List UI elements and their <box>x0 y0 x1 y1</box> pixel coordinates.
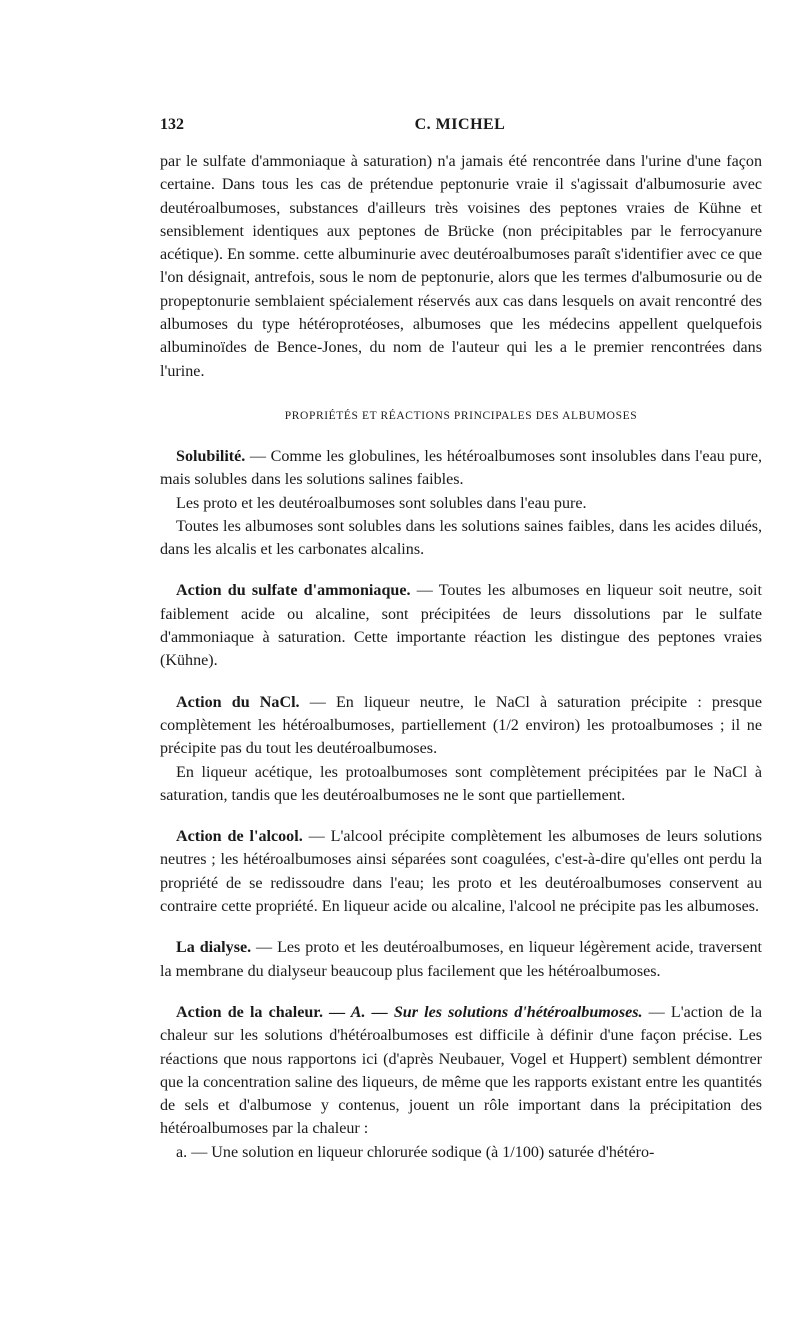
paragraph-text: — L'alcool précipite complètement les albumoses de leurs solutions neutres ; les hétéroalbumoses ainsi séparées sont coagulées, c'est-à-dire qu'elles ont perdu la propriété de se redissoudre dans l'eau; les proto et les deutéroalbumoses conservent au contraire cette propriété. En liqueur acide ou alcaline, l'alcool ne précipite pas les albumoses. <box>160 828 762 916</box>
paragraph-chaleur <box>160 1001 762 1141</box>
page-header <box>160 116 760 140</box>
running-head: C. MICHEL <box>414 116 506 133</box>
run-in-heading-dialyse: La dialyse. <box>176 939 252 957</box>
page-body <box>160 150 762 1164</box>
paragraph-text: — Comme les globulines, les hétéroalbumoses sont insolubles dans l'eau pure, mais solubles dans les solutions salines faibles. <box>160 447 762 489</box>
paragraph-text: — Toutes les albumoses en liqueur soit neutre, soit faiblement acide ou alcaline, sont précipitées de leurs dissolutions par le sulfate d'ammoniaque à saturation. Cette importante réaction les distingue des peptones vraies (Kühne). <box>160 582 762 670</box>
paragraph-text: — Les proto et les deutéroalbumoses, en liqueur légèrement acide, traversent la membrane du dialyseur beaucoup plus facilement que les hétéroalbumoses. <box>160 939 762 980</box>
paragraph-sulfate <box>160 579 762 672</box>
paragraph-dialyse <box>160 936 762 983</box>
run-in-heading-nacl: Action du NaCl. <box>176 693 300 711</box>
paragraph-liqueur-acetique: En liqueur acétique, les protoalbumoses sont complètement précipitées par le NaCl à saturation, tandis que les deutéroalbumoses ne le sont que partiellement. <box>160 763 762 804</box>
run-in-heading-sulfate: Action du sulfate d'ammoniaque. <box>176 582 411 600</box>
paragraph-solution-a: a. — Une solution en liqueur chlorurée sodique (à 1/100) saturée d'hétéro- <box>176 1143 655 1161</box>
paragraph-toutes-albumoses: Toutes les albumoses sont solubles dans les solutions saines faibles, dans les acides dilués, dans les alcalis et les carbonates alcalins. <box>160 517 762 559</box>
run-in-heading-solubilite: Solubilité. <box>176 447 246 465</box>
page-number: 132 <box>160 116 184 133</box>
paragraph-nacl <box>160 691 762 761</box>
section-title: PROPRIÉTÉS ET RÉACTIONS PRINCIPALES DES ALBUMOSES <box>284 409 638 422</box>
paragraph-intro: par le sulfate d'ammoniaque à saturation) n'a jamais été rencontrée dans l'urine d'une façon certaine. Dans tous les cas de prétendue peptonurie vraie il s'agissait d'albumosurie avec deutéroalbumoses, substances d'ailleurs très voisines des peptones vraies de Kühne et sensiblement identiques aux peptones de Brücke (non précipitables par le ferrocyanure acétique). En somme. cette albuminurie avec deutéroalbumoses paraît s'identifier avec ce que l'on désignait, antrefois, sous le nom de peptonurie, alors que les termes d'albumosurie ou de propeptonurie semblaient spécialement réservés aux cas dans lesquels on avait rencontré des albumoses du type hétéroprotéoses, albumoses que les médecins appellent quelquefois albuminoïdes de Bence-Jones, du nom de l'auteur qui les a le premier rencontrées dans l'urine. <box>160 153 762 380</box>
paragraph-solubilite <box>160 445 762 492</box>
paragraph-proto-deutero: Les proto et les deutéroalbumoses sont solubles dans l'eau pure. <box>176 494 587 512</box>
paragraph-text: — En liqueur neutre, le NaCl à saturation précipite : presque complètement les hétéroalbumoses, partiellement (1/2 environ) les protoalbumoses ; il ne précipite pas du tout les deutéroalbumoses. <box>160 693 762 758</box>
paragraph-alcool <box>160 825 762 918</box>
subheading-heteroalbumoses: — A. — Sur les solutions d'hétéroalbumoses. <box>323 1003 643 1021</box>
run-in-heading-chaleur: Action de la chaleur. <box>176 1003 323 1021</box>
run-in-heading-alcool: Action de l'alcool. <box>176 828 303 846</box>
paragraph-text: — L'action de la chaleur sur les solutions d'hétéroalbumoses est difficile à définir d'une façon précise. Les réactions que nous rapportons ici (d'après Neubauer, Vogel et Huppert) semblent démontrer que la concentration saline des liqueurs, de même que les rapports existant entre les quantités de sels et d'albumose y contenus, jouent un rôle important dans la précipitation des hétéroalbumoses par la chaleur : <box>160 1003 763 1138</box>
